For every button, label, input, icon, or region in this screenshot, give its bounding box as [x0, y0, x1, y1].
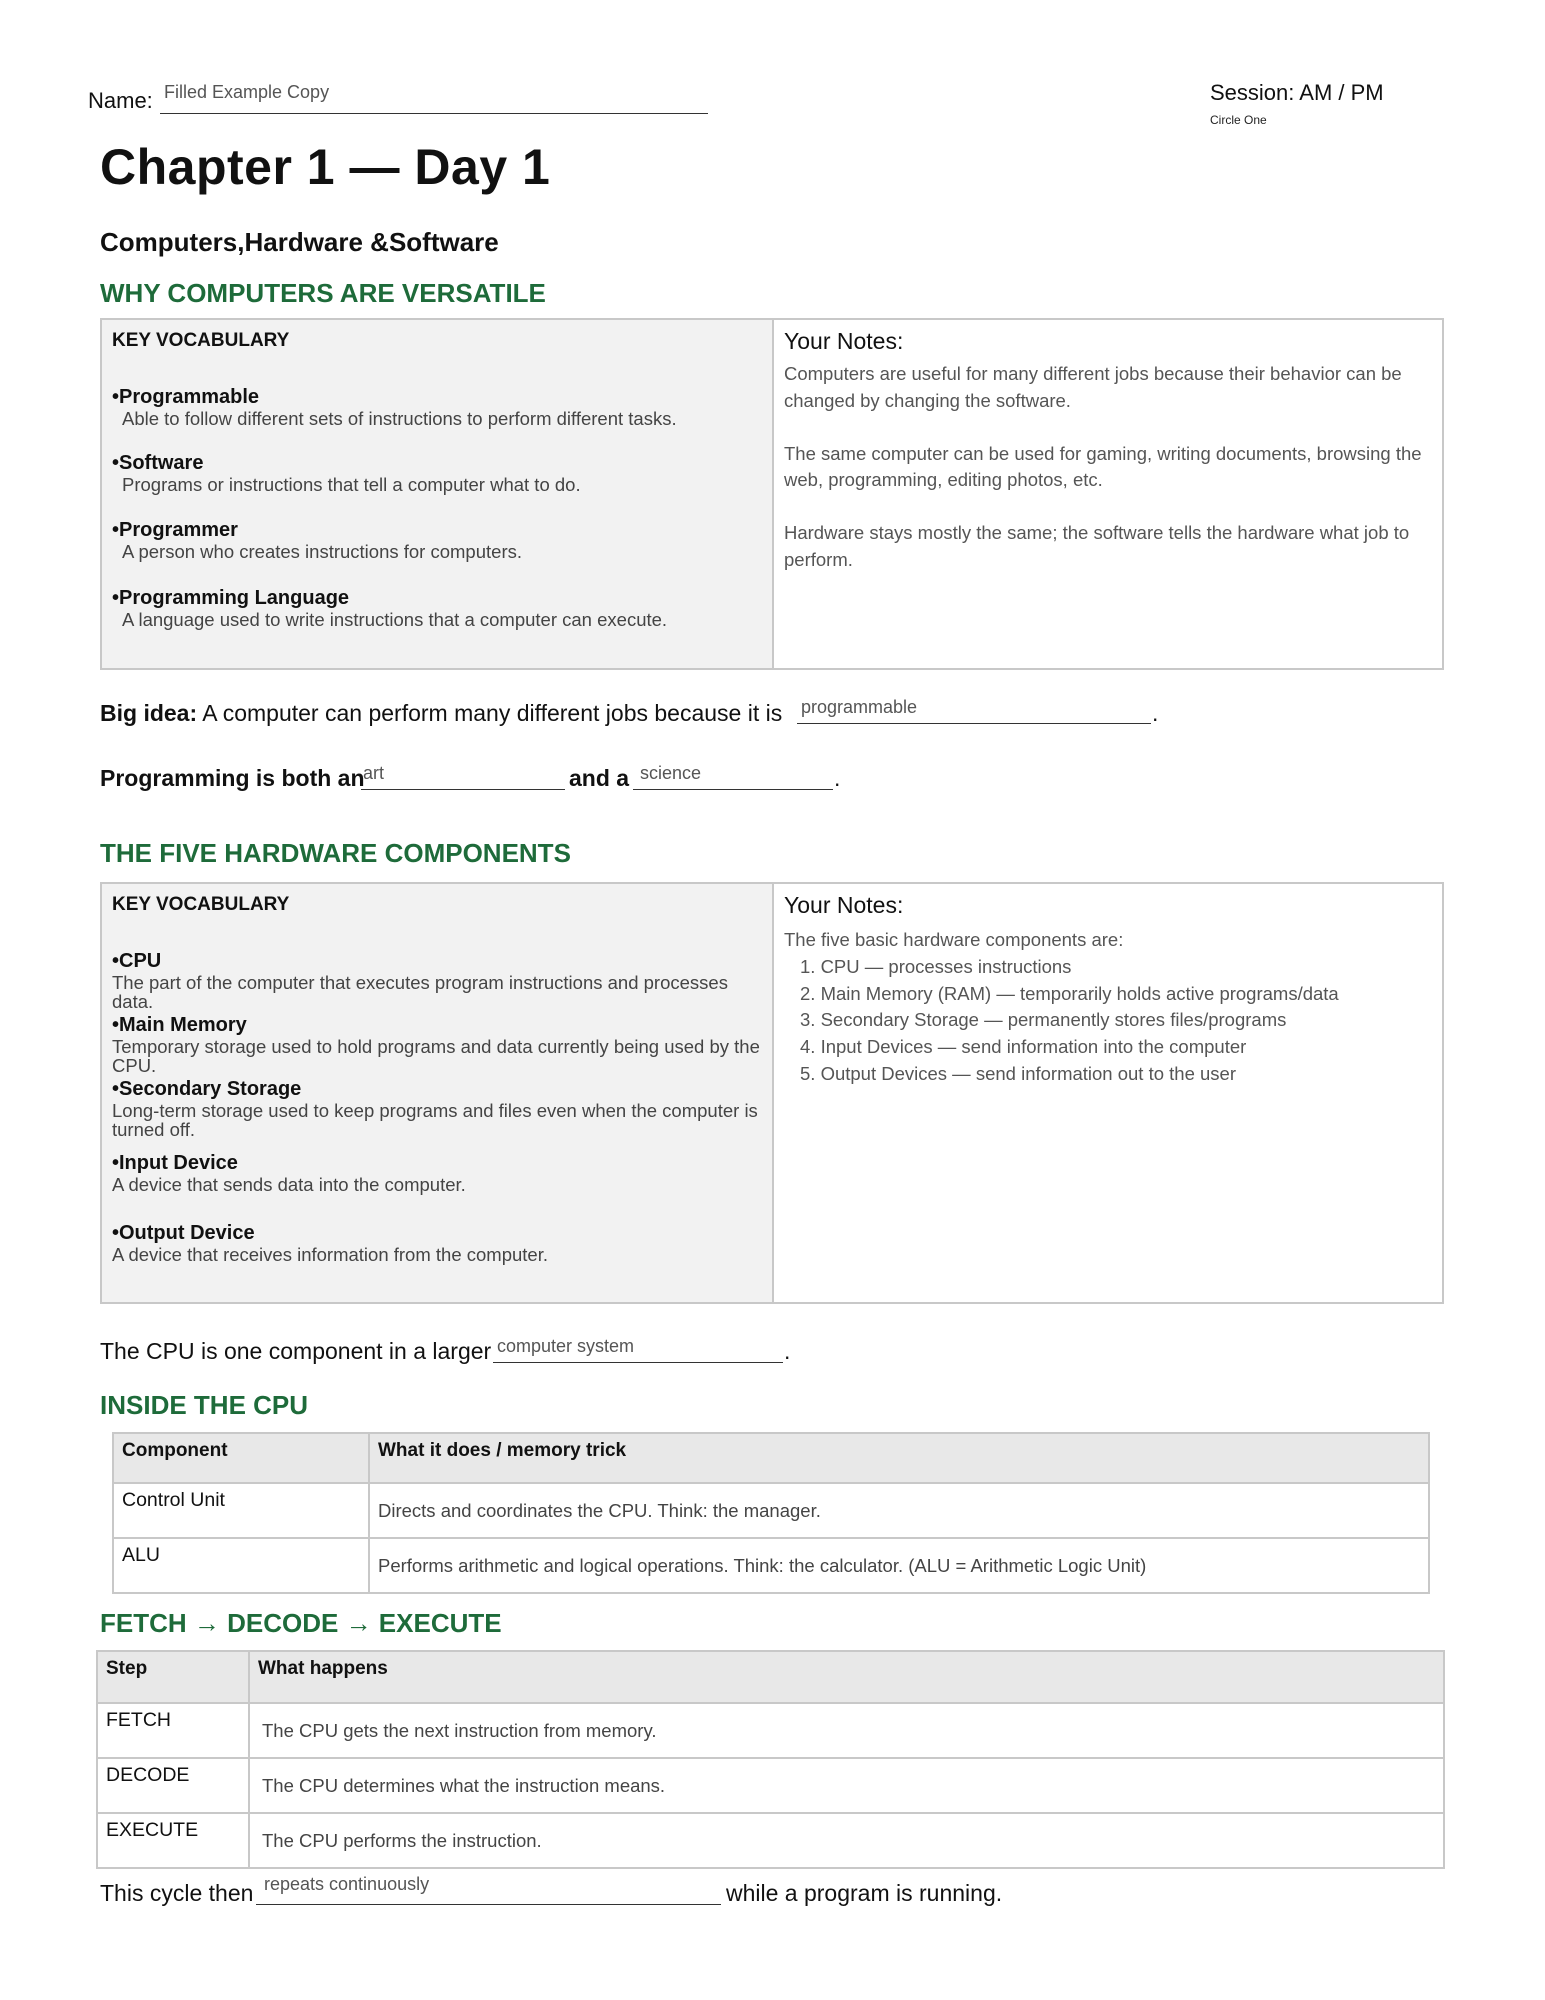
vocab-column: [102, 884, 774, 1302]
notes-list-item: 3. Secondary Storage — permanently stores files/programs: [800, 1009, 1287, 1031]
vocab-definition: Temporary storage used to hold programs and data currently being used by the CPU.: [112, 1035, 760, 1077]
vocab-term: •Secondary Storage: [112, 1077, 302, 1100]
vocab-item: [112, 519, 762, 561]
big-idea-text: A computer can perform many different jobs because it is: [202, 700, 783, 726]
notes-column[interactable]: [774, 320, 1442, 668]
vocab-term: •Software: [112, 452, 204, 475]
notes-intro: The five basic hardware components are:: [784, 929, 1124, 950]
component-cell: Control Unit: [113, 1483, 369, 1538]
section-title-fetch-decode-execute: FETCH → DECODE → EXECUTE: [100, 1608, 502, 1638]
vocab-definition: The part of the computer that executes program instructions and processes data.: [112, 972, 728, 1013]
vocab-item: [112, 587, 762, 629]
name-field[interactable]: Filled Example Copy: [164, 82, 330, 102]
art-blank-line: [361, 789, 565, 790]
cpu-sentence-period: .: [784, 1338, 791, 1364]
notes-paragraph: The same computer can be used for gaming, writing documents, browsing the web, programming, editing photos, etc.: [784, 442, 1422, 491]
vocab-definition: Programs or instructions that tell a computer what to do.: [122, 474, 581, 496]
vocab-term: •Programmer: [112, 518, 238, 541]
vocab-term: •Main Memory: [112, 1013, 247, 1036]
big-idea-period: .: [1152, 700, 1159, 726]
name-line: [160, 113, 708, 114]
vocab-item: [112, 1152, 762, 1194]
session-hint: Circle One: [1210, 113, 1267, 127]
vocab-box-versatile: [100, 318, 1444, 670]
cpu-blank-line: [493, 1362, 783, 1363]
big-idea-blank-line: [797, 723, 1151, 724]
science-answer[interactable]: science: [640, 763, 702, 783]
section-title-inside-cpu: INSIDE THE CPU: [100, 1390, 309, 1420]
step-cell: EXECUTE: [97, 1813, 249, 1868]
table-row: [97, 1758, 1444, 1813]
big-idea-answer[interactable]: programmable: [801, 697, 918, 717]
cycle-blank-line: [256, 1904, 721, 1905]
vocab-item: [112, 950, 762, 1012]
table-row: [113, 1483, 1429, 1538]
art-science-and: and a: [569, 765, 630, 791]
vocab-definition: A language used to write instructions that a computer can execute.: [122, 609, 668, 631]
notes-list-item: 5. Output Devices — send information out to the user: [800, 1063, 1237, 1085]
vocab-term: •Output Device: [112, 1221, 255, 1244]
vocab-item: [112, 386, 762, 428]
section-title-versatile: WHY COMPUTERS ARE VERSATILE: [100, 278, 546, 308]
table-header-row: [97, 1651, 1444, 1703]
big-idea-label: Big idea:: [100, 700, 198, 726]
session-label: Session: AM / PM: [1210, 80, 1384, 105]
table-row: [97, 1813, 1444, 1868]
vocab-definition: A device that receives information from the computer.: [112, 1243, 548, 1265]
vocab-definition: A device that sends data into the computer.: [112, 1173, 466, 1195]
vocab-term: •Programmable: [112, 386, 260, 408]
description-cell: The CPU performs the instruction.: [249, 1813, 1444, 1868]
page-title: Chapter 1 — Day 1: [100, 139, 551, 195]
step-cell: DECODE: [97, 1758, 249, 1813]
notes-paragraph: Hardware stays mostly the same; the software tells the hardware what job to perform.: [784, 522, 1410, 571]
vocab-definition: Long-term storage used to keep programs and files even when the computer is turned off.: [112, 1099, 758, 1141]
notes-list-item: 1. CPU — processes instructions: [800, 955, 1072, 977]
component-cell: ALU: [113, 1538, 369, 1593]
cpu-answer[interactable]: computer system: [497, 1336, 635, 1356]
notes-list-item: 4. Input Devices — send information into the computer: [800, 1036, 1247, 1058]
cycle-table: [96, 1650, 1445, 1869]
notes-column[interactable]: [774, 884, 1442, 1302]
art-answer[interactable]: art: [363, 763, 385, 783]
vocab-heading: KEY VOCABULARY: [112, 894, 290, 915]
cycle-sentence-end: while a program is running.: [726, 1880, 1003, 1906]
vocab-term: •CPU: [112, 950, 162, 972]
vocab-term: •Input Device: [112, 1151, 238, 1174]
vocab-heading: KEY VOCABULARY: [112, 330, 290, 351]
big-idea-sentence: [100, 700, 782, 727]
name-label: Name:: [88, 88, 153, 113]
cpu-components-table: [112, 1432, 1430, 1594]
column-header: Step: [97, 1651, 249, 1703]
column-header: What happens: [249, 1651, 1444, 1703]
cycle-sentence-text: This cycle then: [100, 1880, 254, 1906]
vocab-box-hardware: [100, 882, 1444, 1304]
description-cell: The CPU gets the next instruction from memory.: [249, 1703, 1444, 1758]
notes-heading: Your Notes:: [784, 892, 904, 918]
description-cell: The CPU determines what the instruction means.: [249, 1758, 1444, 1813]
table-header-row: [113, 1433, 1429, 1483]
table-row: [113, 1538, 1429, 1593]
vocab-item: [112, 1222, 762, 1264]
description-cell: Directs and coordinates the CPU. Think: the manager.: [369, 1483, 1429, 1538]
section-title-hardware: THE FIVE HARDWARE COMPONENTS: [100, 838, 571, 868]
science-blank-line: [633, 789, 833, 790]
description-cell: Performs arithmetic and logical operations. Think: the calculator. (ALU = Arithmetic Logic Unit): [369, 1538, 1429, 1593]
vocab-definition: Able to follow different sets of instructions to perform different tasks.: [122, 408, 677, 429]
vocab-definition: A person who creates instructions for computers.: [122, 540, 522, 562]
table-row: [97, 1703, 1444, 1758]
vocab-column: [102, 320, 774, 668]
cycle-answer[interactable]: repeats continuously: [264, 1874, 430, 1894]
vocab-term: •Programming Language: [112, 587, 350, 610]
notes-heading: Your Notes:: [784, 328, 904, 354]
art-science-period: .: [834, 765, 841, 791]
vocab-item: [112, 1014, 762, 1076]
column-header: Component: [113, 1433, 369, 1483]
vocab-item: [112, 1078, 762, 1140]
vocab-item: [112, 452, 762, 494]
art-science-text: Programming is both an: [100, 765, 365, 791]
notes-paragraph: Computers are useful for many different jobs because their behavior can be changed by changing the software.: [784, 363, 1402, 411]
notes-list-item: 2. Main Memory (RAM) — temporarily holds active programs/data: [800, 982, 1339, 1004]
cpu-sentence-text: The CPU is one component in a larger: [100, 1338, 492, 1364]
page-subtitle: Computers,Hardware &Software: [100, 227, 499, 257]
column-header: What it does / memory trick: [369, 1433, 1429, 1483]
step-cell: FETCH: [97, 1703, 249, 1758]
